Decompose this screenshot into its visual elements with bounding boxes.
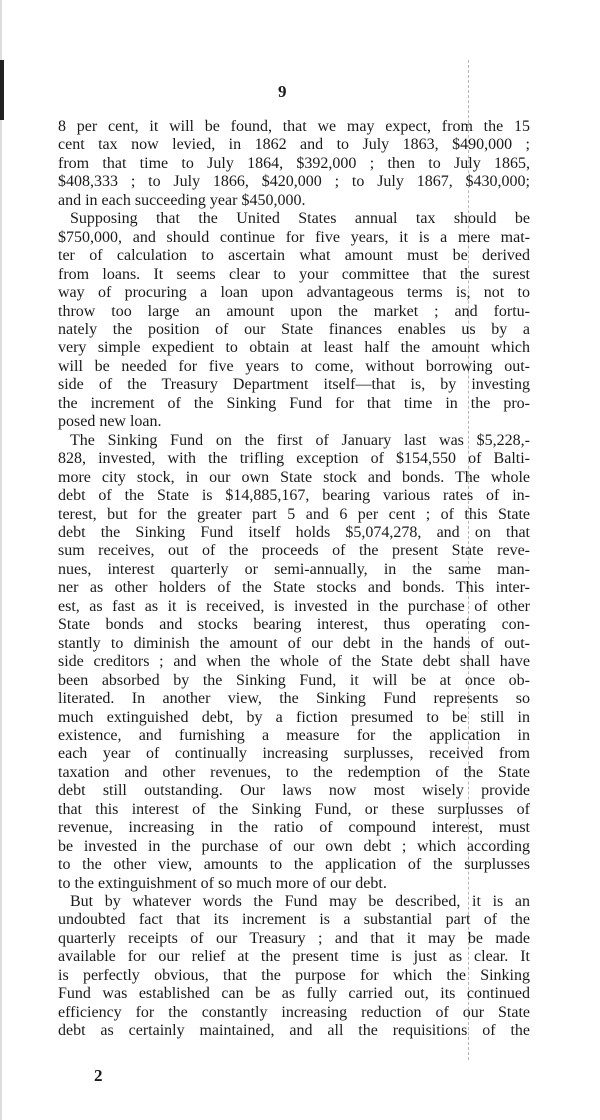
text-line: $750,000, and should continue for five years, it is a mere mat-	[58, 228, 530, 246]
paragraph	[58, 118, 530, 210]
text-line: Fund was established can be as fully carried out, its continued	[58, 985, 530, 1003]
paragraph	[58, 432, 530, 893]
text-line: literated. In another view, the Sinking Fund represents so	[58, 690, 530, 708]
text-line: quarterly receipts of our Treasury ; and that it may be made	[58, 929, 530, 947]
text-line: ter of calculation to ascertain what amount must be derived	[58, 247, 530, 265]
scan-edge	[0, 0, 2, 1120]
text-line: side of the Treasury Department itself—that is, by investing	[58, 376, 530, 394]
text-line: $408,333 ; to July 1866, $420,000 ; to July 1867, $430,000;	[58, 173, 530, 191]
text-line: side creditors ; and when the whole of the State debt shall have	[58, 653, 530, 671]
text-line: debt of the State is $14,885,167, bearing various rates of in-	[58, 487, 530, 505]
body-text	[58, 118, 530, 1041]
text-line: way of procuring a loan upon advantageous terms is, not to	[58, 284, 530, 302]
text-line: posed new loan.	[58, 413, 162, 431]
text-line: available for our relief at the present time is just as clear. It	[58, 948, 530, 966]
text-line: from that time to July 1864, $392,000 ; then to July 1865,	[58, 154, 530, 172]
text-line: be invested in the purchase of our own debt ; which according	[58, 837, 530, 855]
text-line: and in each succeeding year $450,000.	[58, 191, 306, 209]
text-line: efficiency for the constantly increasing reduction of our State	[58, 1003, 530, 1021]
text-line: sum receives, out of the proceeds of the present State reve-	[58, 542, 530, 560]
text-line: undoubted fact that its increment is a substantial part of the	[58, 911, 530, 929]
text-line: taxation and other revenues, to the redemption of the State	[58, 763, 530, 781]
text-line: very simple expedient to obtain at least half the amount which	[58, 339, 530, 357]
text-line: ner as other holders of the State stocks and bonds. This inter-	[58, 579, 530, 597]
text-line: throw too large an amount upon the market ; and fortu-	[58, 302, 530, 320]
text-line: nately the position of our State finances enables us by a	[58, 320, 530, 338]
text-line: State bonds and stocks bearing interest, thus operating con-	[58, 616, 530, 634]
text-line: will be needed for five years to come, without borrowing out-	[58, 357, 530, 375]
text-line: stantly to diminish the amount of our debt in the hands of out-	[58, 634, 530, 652]
text-line: existence, and furnishing a measure for the application in	[58, 726, 530, 744]
text-line: debt still outstanding. Our laws now most wisely provide	[58, 782, 530, 800]
text-line: much extinguished debt, by a fiction presumed to be still in	[58, 708, 530, 726]
text-line: is perfectly obvious, that the purpose for which the Sinking	[58, 966, 530, 984]
scan-edge-mark	[0, 60, 4, 120]
text-line: 8 per cent, it will be found, that we may expect, from the 15	[58, 118, 530, 135]
paragraph	[58, 210, 530, 431]
text-line: debt the Sinking Fund itself holds $5,074,278, and on that	[58, 523, 530, 541]
text-line: The Sinking Fund on the first of January last was $5,228,-	[70, 431, 530, 449]
text-line: revenue, increasing in the ratio of compound interest, must	[58, 819, 530, 837]
text-line: debt as certainly maintained, and all the requisitions of the	[58, 1022, 530, 1040]
text-line: But by whatever words the Fund may be described, it is an	[70, 893, 530, 911]
text-line: 828, invested, with the trifling exception of $154,550 of Balti-	[58, 450, 530, 468]
text-line: that this interest of the Sinking Fund, or these surplusses of	[58, 800, 530, 818]
text-line: nues, interest quarterly or semi-annually, in the same man-	[58, 560, 530, 578]
text-line: terest, but for the greater part 5 and 6 per cent ; of this State	[58, 505, 530, 523]
signature-mark: 2	[94, 1066, 103, 1085]
text-line: cent tax now levied, in 1862 and to July 1863, $490,000 ;	[58, 136, 530, 154]
page-number: 9	[278, 82, 287, 101]
text-line: more city stock, in our own State stock and bonds. The whole	[58, 468, 530, 486]
text-line: been absorbed by the Sinking Fund, it will be at once ob-	[58, 671, 530, 689]
paragraph	[58, 893, 530, 1041]
text-line: each year of continually increasing surplusses, received from	[58, 745, 530, 763]
text-line: to the other view, amounts to the application of the surplusses	[58, 856, 530, 874]
text-line: the increment of the Sinking Fund for that time in the pro-	[58, 394, 530, 412]
text-line: from loans. It seems clear to your committee that the surest	[58, 265, 530, 283]
text-line: to the extinguishment of so much more of our debt.	[58, 874, 387, 892]
text-line: Supposing that the United States annual tax should be	[70, 210, 530, 228]
text-line: est, as fast as it is received, is invested in the purchase of other	[58, 597, 530, 615]
